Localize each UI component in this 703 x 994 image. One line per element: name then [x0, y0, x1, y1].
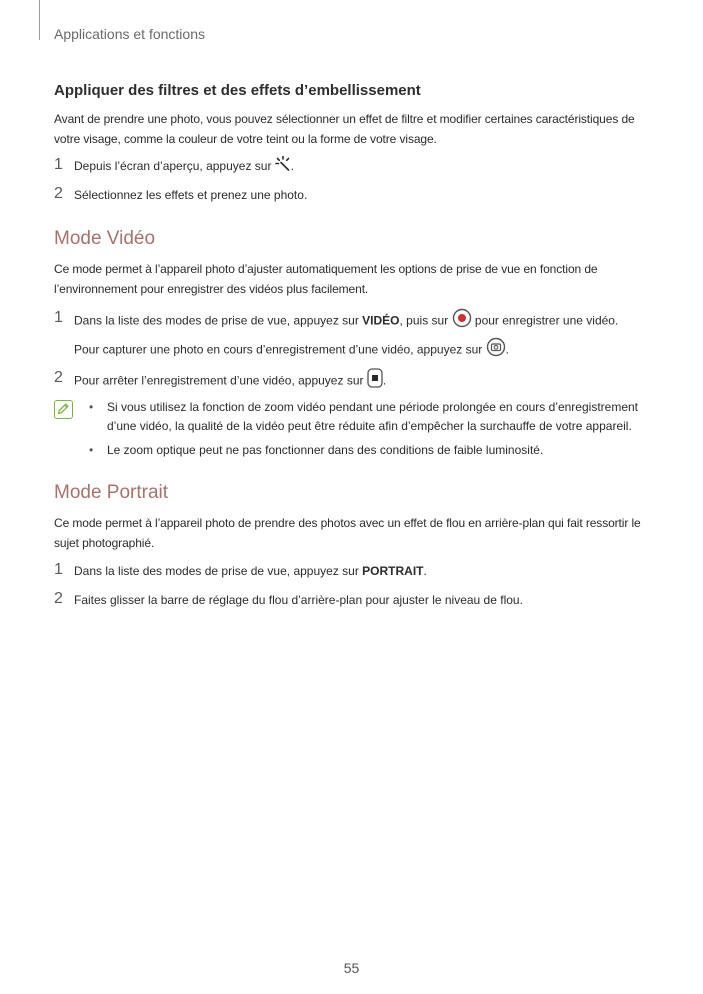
page-content [54, 82, 652, 611]
header-title: Applications et fonctions [54, 26, 205, 42]
step-end: . [382, 374, 387, 388]
step-text: pour enregistrer une vidéo. [474, 314, 619, 328]
step-text: Depuis l’écran d’aperçu, appuyez sur [74, 159, 272, 173]
note-pencil-icon [54, 400, 73, 419]
mode-label-portrait: PORTRAIT [362, 564, 424, 579]
portrait-section-title: Mode Portrait [54, 482, 169, 504]
step-number: 2 [54, 369, 63, 387]
video-section-title: Mode Vidéo [54, 228, 156, 250]
video-description: Ce mode permet à l’appareil photo d’ajuster automatiquement les options de prise de vue en fonction de l’environnement pour enregistrer des vidéos plus facilement. [54, 262, 598, 297]
bullet-dot: • [89, 443, 94, 458]
portrait-step-1 [54, 560, 652, 582]
video-step-1 [54, 308, 652, 364]
step-text: Pour arrêter l’enregistrement d’une vidéo, appuyez sur [74, 374, 364, 388]
header-rule [39, 0, 40, 40]
video-step-1-line-1 [74, 308, 652, 335]
step-text: Faites glisser la barre de réglage du flou d’arrière-plan pour ajuster le niveau de flou. [74, 593, 523, 608]
step-text: Dans la liste des modes de prise de vue, appuyez sur [74, 314, 359, 328]
step-text: Sélectionnez les effets et prenez une photo. [74, 188, 308, 203]
step-text: , puis sur [399, 314, 449, 328]
step-end: . [505, 343, 509, 357]
camera-capture-icon [486, 337, 506, 364]
filters-step-1 [54, 155, 652, 178]
filters-step-2 [54, 184, 652, 206]
step-text: Pour capturer une photo en cours d’enregistrement d’une vidéo, appuyez sur [74, 343, 483, 357]
bullet-dot: • [89, 400, 94, 415]
step-number: 2 [54, 185, 63, 203]
video-note [54, 398, 652, 460]
record-icon [452, 308, 472, 335]
portrait-description: Ce mode permet à l’appareil photo de prendre des photos avec un effet de flou en arrière-plan qui fait ressortir le sujet photographié. [54, 516, 641, 551]
filters-description: Avant de prendre une photo, vous pouvez sélectionner un effet de filtre et modifier certaines caractéristiques de votre visage, comme la couleur de votre teint ou la forme de votre visage. [54, 112, 635, 146]
note-bullet [89, 441, 652, 460]
video-step-2 [54, 368, 652, 395]
step-text: Dans la liste des modes de prise de vue, appuyez sur [74, 564, 359, 579]
note-text: Le zoom optique peut ne pas fonctionner dans des conditions de faible luminosité. [107, 443, 544, 458]
stop-icon [367, 368, 383, 395]
mode-label-video: VIDÉO [362, 314, 400, 328]
step-end: . [290, 159, 295, 173]
step-number: 1 [54, 561, 63, 579]
note-text: Si vous utilisez la fonction de zoom vidéo pendant une période prolongée en cours d’enregistrement d’une vidéo, la qualité de la vidéo peut être réduite afin d’empêcher la surchauffe de votre appareil. [107, 400, 638, 434]
step-number: 2 [54, 590, 63, 608]
step-number: 1 [54, 156, 63, 173]
step-number: 1 [54, 309, 63, 327]
page-number: 55 [343, 960, 360, 976]
filters-title: Appliquer des filtres et des effets d’embellissement [54, 82, 421, 99]
portrait-step-2 [54, 589, 652, 611]
step-end: . [423, 564, 427, 579]
sparkle-effects-icon [275, 155, 291, 178]
video-step-1-line-2 [74, 337, 652, 364]
note-bullet [89, 398, 652, 436]
